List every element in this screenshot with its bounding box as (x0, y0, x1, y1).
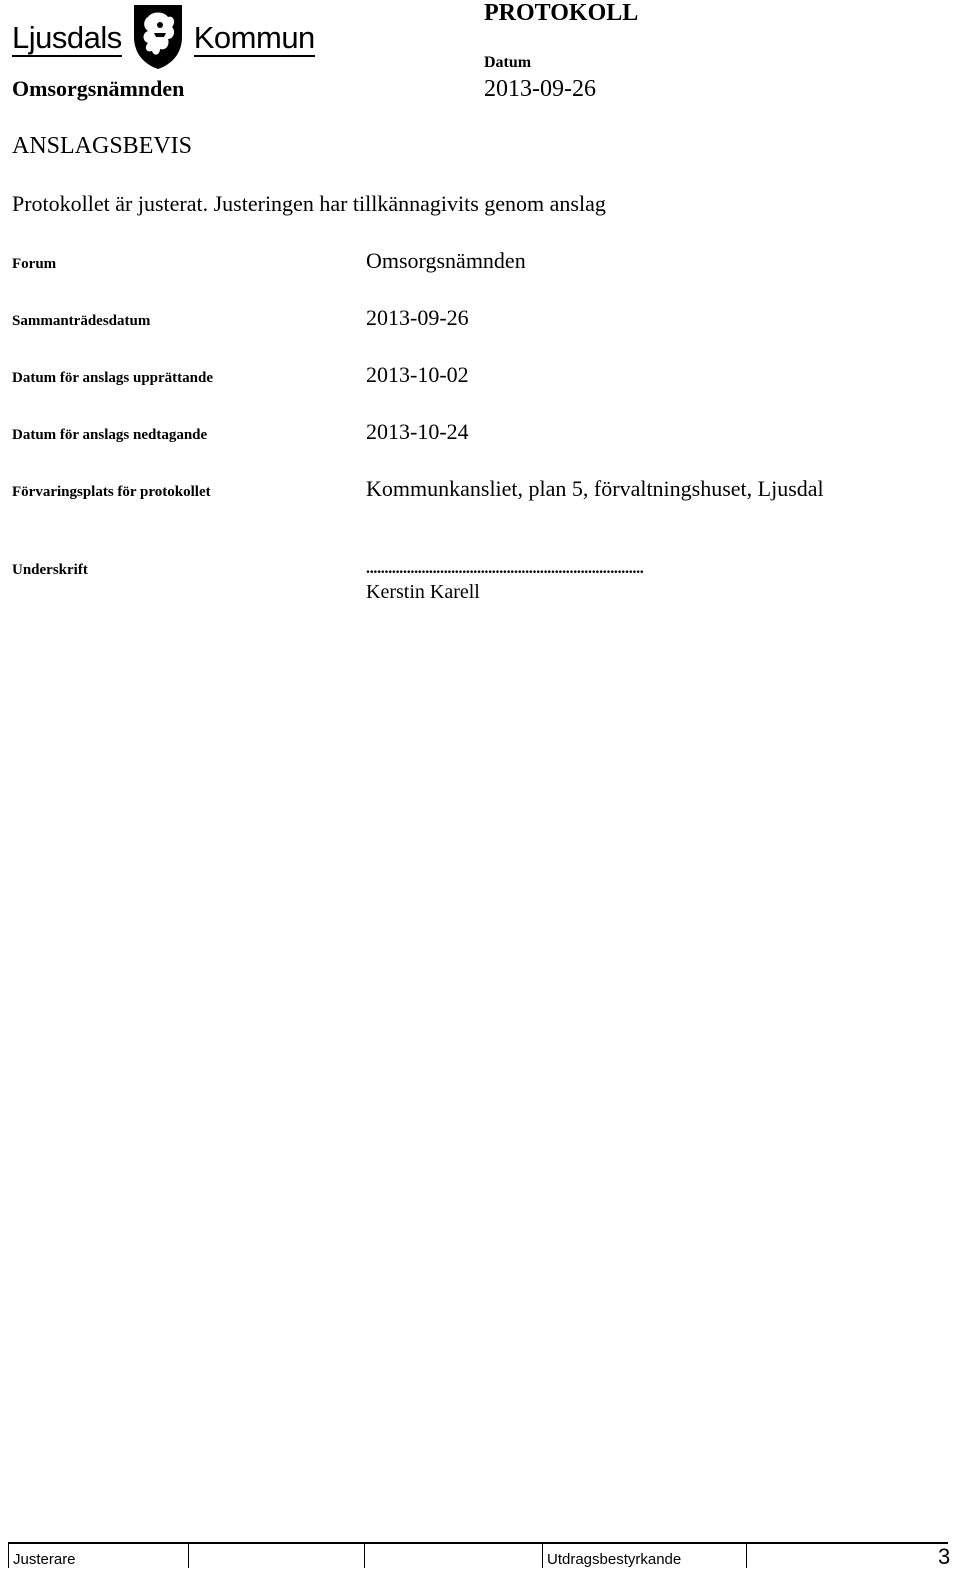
footer-table (8, 1544, 934, 1568)
logo-text-left: Ljusdals (12, 19, 122, 55)
signature-line: ........................................................................... (366, 560, 644, 577)
forum-label: Forum (12, 256, 57, 272)
intro-text: Protokollet är justerat. Justeringen har tillkännagivits genom anslag (12, 191, 606, 216)
footer-cell-signature-1 (189, 1544, 365, 1568)
utdrag-label: Utdragsbestyrkande (547, 1551, 682, 1568)
date-value: 2013-09-26 (484, 76, 596, 102)
municipality-logo (12, 2, 315, 72)
removal-date-label: Datum för anslags nedtagande (12, 427, 208, 443)
document-heading: ANSLAGSBEVIS (12, 133, 193, 159)
coat-of-arms-icon (130, 3, 186, 71)
signature-label: Underskrift (12, 562, 88, 578)
signatory-name: Kerstin Karell (366, 581, 480, 603)
footer-cell-justerare (9, 1544, 189, 1568)
posting-date-label: Datum för anslags upprättande (12, 370, 213, 386)
footer-cell-utdrag (543, 1544, 747, 1568)
meeting-date-label: Sammanträdesdatum (12, 313, 151, 329)
logo-text-right: Kommun (193, 19, 315, 55)
forum-value: Omsorgsnämnden (366, 248, 526, 273)
storage-location-value: Kommunkansliet, plan 5, förvaltningshuset, Ljusdal (366, 476, 824, 501)
meeting-date-value: 2013-09-26 (366, 305, 469, 330)
committee-name: Omsorgsnämnden (12, 76, 185, 101)
posting-date-value: 2013-10-02 (366, 362, 469, 387)
date-label: Datum (484, 54, 532, 71)
justerare-label: Justerare (13, 1551, 76, 1568)
footer-cell-utdrag-signature (747, 1544, 934, 1568)
footer-cell-signature-2 (365, 1544, 543, 1568)
removal-date-value: 2013-10-24 (366, 419, 469, 444)
document-type: PROTOKOLL (484, 0, 639, 26)
storage-location-label: Förvaringsplats för protokollet (12, 484, 211, 500)
page-number: 3 (938, 1544, 951, 1569)
